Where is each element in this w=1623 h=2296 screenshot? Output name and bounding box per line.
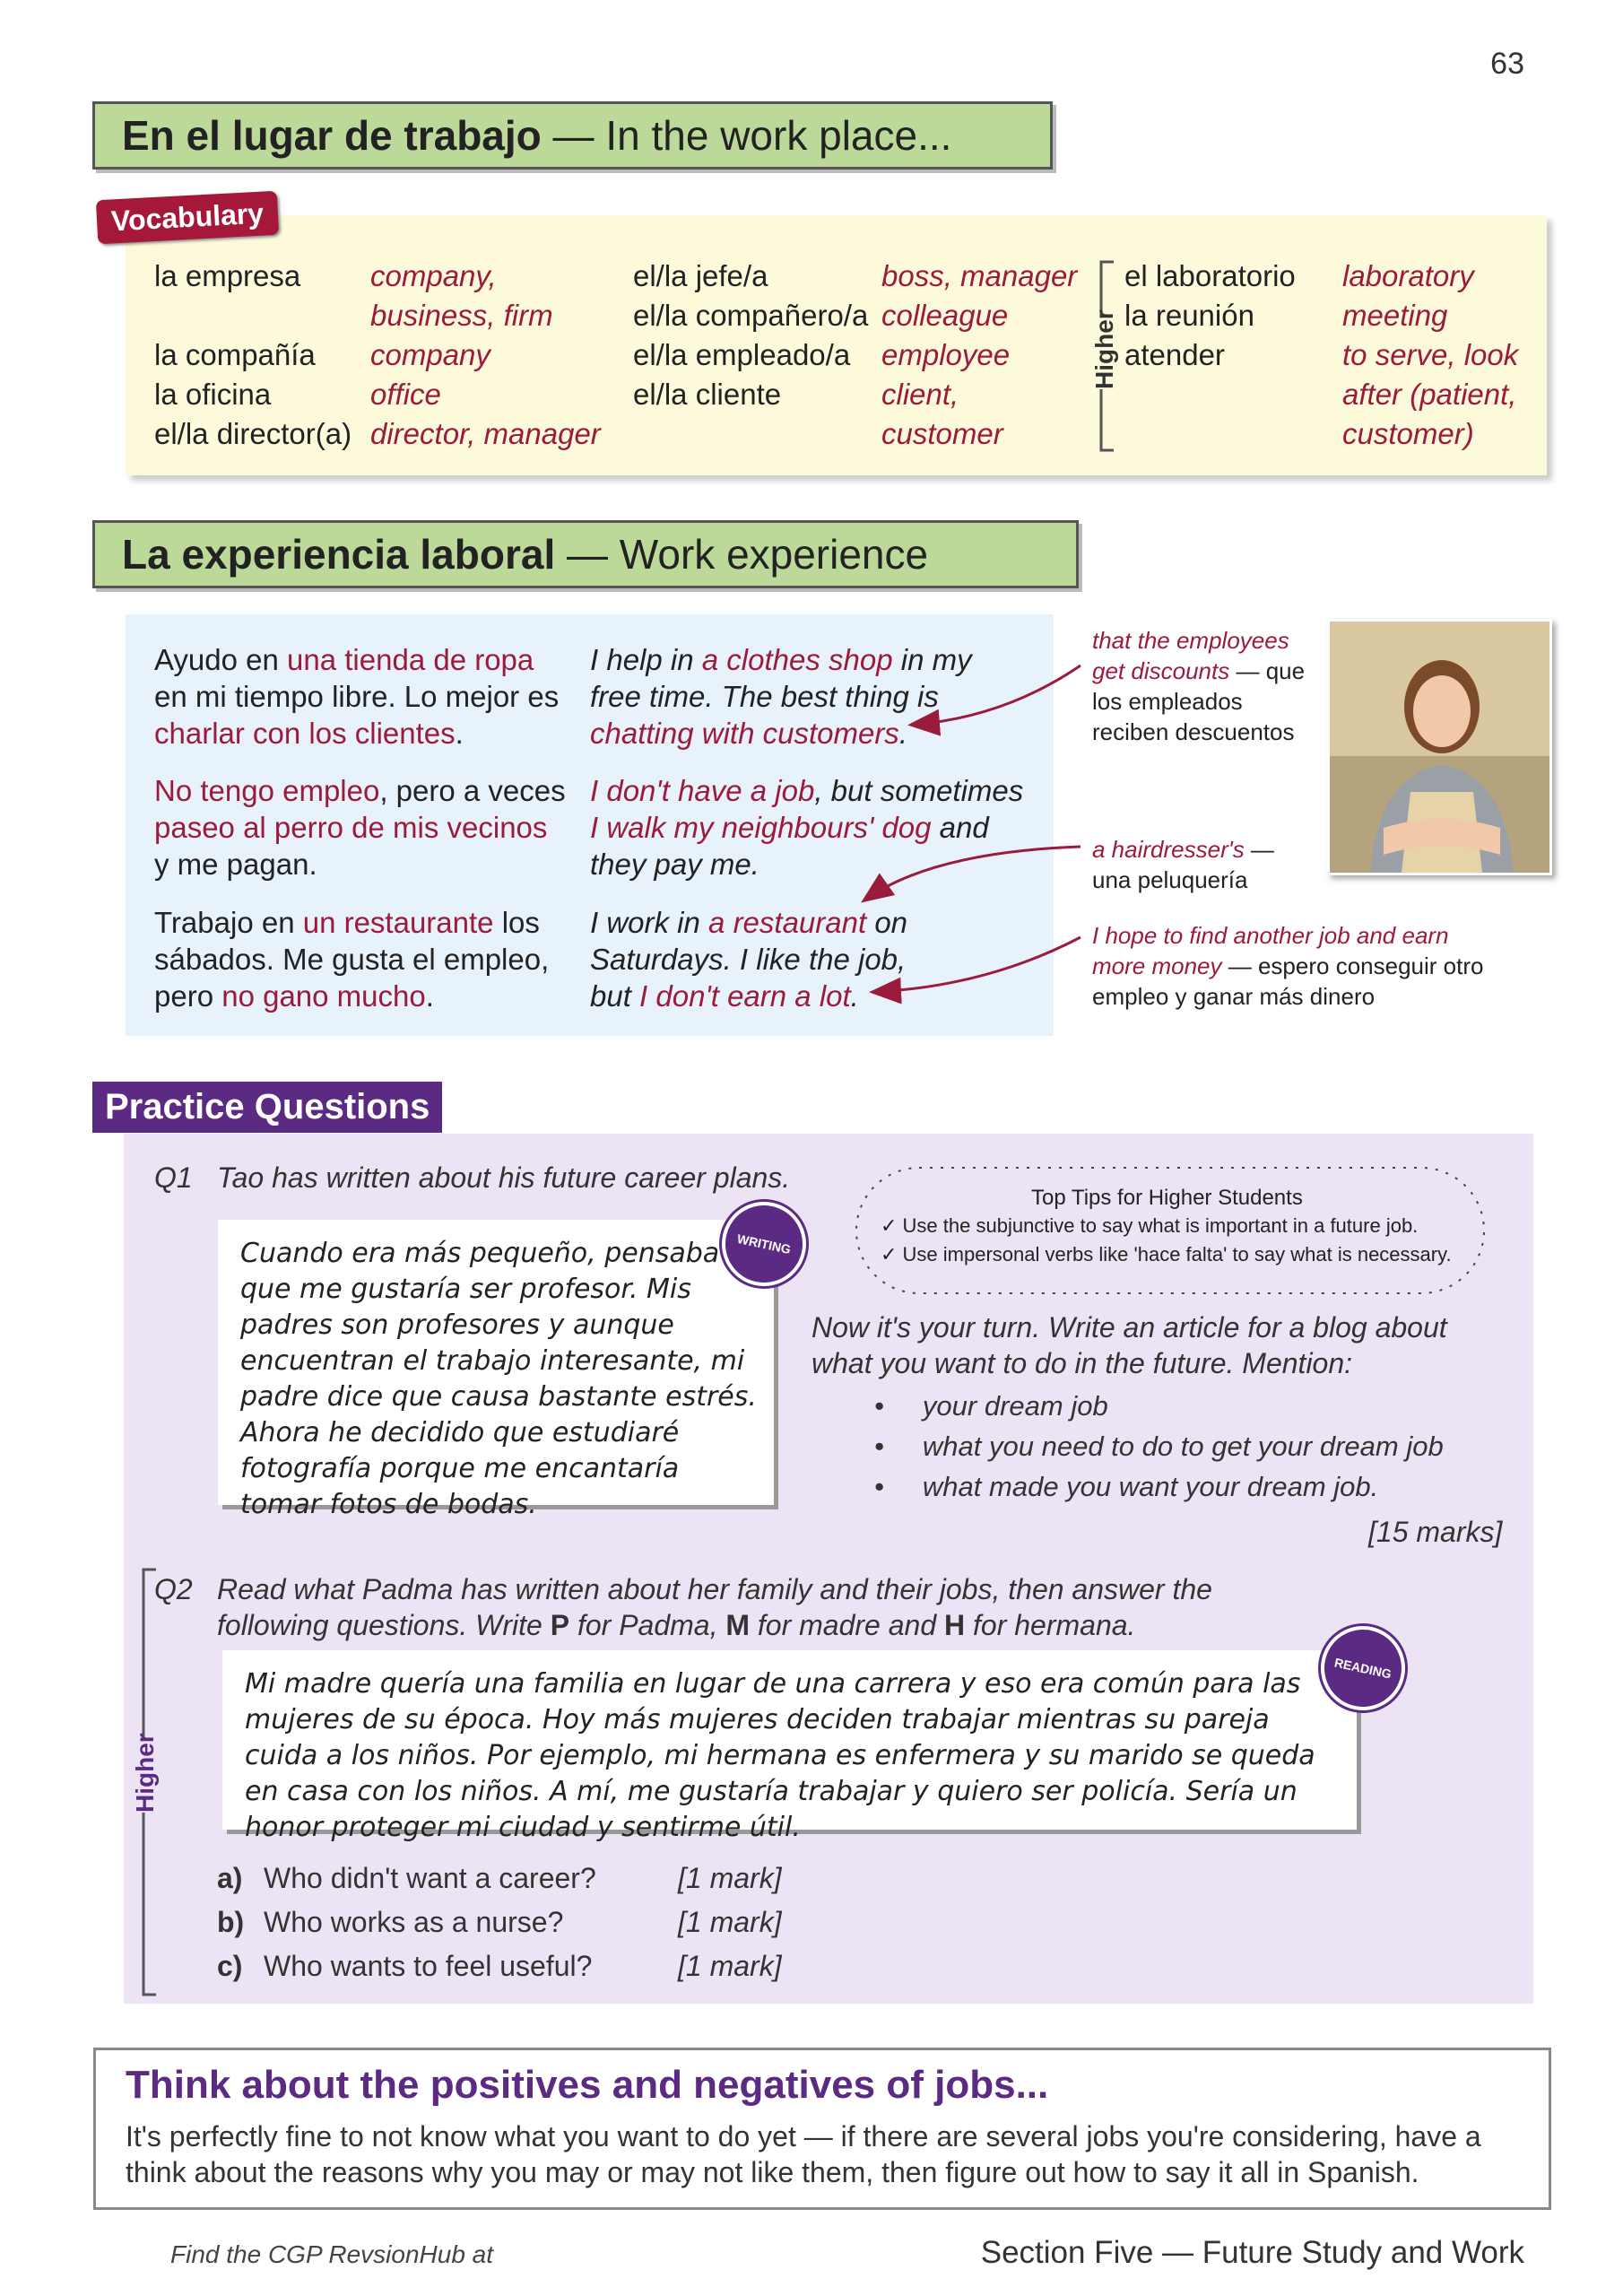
text: for Padma,	[569, 1609, 726, 1641]
text: Trabajo en	[154, 906, 303, 939]
footer-left: Find the CGP RevsionHub at	[170, 2240, 494, 2268]
bullet-text: what you need to do to get your dream job	[922, 1431, 1444, 1462]
bullet-item: • your dream job	[874, 1390, 1108, 1422]
text: , pero a veces	[379, 774, 566, 807]
highlight: no gano mucho	[221, 979, 426, 1013]
vocab-word: la empresa	[154, 259, 301, 292]
text: for hermana.	[965, 1609, 1136, 1641]
note-spanish: que los empleados reciben descuentos	[1092, 657, 1306, 745]
text: Read what Padma has written about her family and their jobs, then answer the following questions. Write	[217, 1573, 1212, 1641]
tip-1: ✓ Use the subjunctive to say what is important in a future job.	[881, 1214, 1419, 1237]
text: .	[898, 717, 907, 750]
text: y me pagan.	[154, 848, 317, 881]
text: on Saturdays. I like the job, but	[590, 906, 908, 1013]
highlight: paseo al perro de mis vecinos	[154, 811, 548, 844]
text: .	[455, 717, 464, 750]
section-title-bold: La experiencia laboral	[122, 531, 556, 578]
q2-intro	[217, 1571, 1257, 1643]
text: in my free time. The best thing is	[590, 643, 972, 713]
highlight: una tienda de ropa	[287, 643, 534, 676]
arrow-1	[913, 665, 1081, 725]
arrow-2	[865, 847, 1081, 900]
sub-question-marks: [1 mark]	[678, 1862, 782, 1894]
q1-task: Now it's your turn. Write an article for a blog about what you want to do in the future. Mention:	[812, 1311, 1447, 1379]
vocab-translation: after (patient,	[1342, 378, 1517, 411]
highlight: I walk my neighbours' dog	[590, 811, 932, 844]
vocab-translation: to serve, look	[1342, 338, 1519, 371]
reading-badge: READING	[1313, 1618, 1412, 1718]
highlight: a clothes shop	[701, 643, 893, 676]
bullet-item: • what you need to do to get your dream job	[874, 1431, 1444, 1462]
text: , but sometimes	[814, 774, 1024, 807]
vocab-translation: customer	[881, 417, 1003, 450]
text: en mi tiempo libre. Lo mejor es	[154, 680, 560, 713]
text: I work in	[590, 906, 709, 939]
vocab-word: la reunión	[1124, 299, 1254, 332]
highlight: a restaurant	[708, 906, 867, 939]
highlight: No tengo empleo	[154, 774, 380, 807]
vocab-word: el/la director(a)	[154, 417, 352, 450]
sub-question	[217, 1944, 782, 1988]
text: .	[425, 979, 434, 1013]
q2-number: Q2	[154, 1573, 193, 1605]
think-body: It's perfectly fine to not know what you want to do yet — if there are several jobs you're considering, have a think about the reasons why you may or may not like them, then figure out how to say it all in Spanish.	[126, 2120, 1481, 2188]
vocab-word: el/la empleado/a	[633, 338, 851, 371]
text: los sábados. Me gusta el empleo, pero	[154, 906, 550, 1013]
letter-m: M	[725, 1609, 751, 1641]
q1-bullets	[874, 1386, 1444, 1507]
sub-question-text: Who works as a nurse?	[264, 1906, 564, 1938]
arrow-3	[874, 937, 1081, 992]
highlight: charlar con los clientes	[154, 717, 456, 750]
note-english: a hairdresser's	[1092, 836, 1245, 863]
vocabulary-tag: Vocabulary	[96, 191, 279, 245]
person-illustration-icon	[1330, 622, 1549, 873]
vocab-word: el/la compañero/a	[633, 299, 869, 332]
dash: —	[1244, 836, 1274, 863]
bullet-text: what made you want your dream job.	[922, 1471, 1379, 1502]
section-title-rest: — In the work place...	[541, 112, 952, 159]
dash: —	[1229, 657, 1260, 684]
tip-2: ✓ Use impersonal verbs like 'hace falta' to say what is necessary.	[881, 1243, 1452, 1265]
text: Ayudo en	[154, 643, 288, 676]
sub-question	[217, 1900, 782, 1944]
note-spanish: una peluquería	[1092, 866, 1248, 893]
q2-passage: Mi madre quería una familia en lugar de una carrera y eso era común para las mujeres de su época. Hoy más mujeres deciden trabajar mientras su pareja cuida a los niños. Por ejemplo, mi hermana es enfermera y su marido se queda en casa con los niños. A mí, me gustaría trabajar y quiero ser policía. Sería un honor proteger mi ciudad y sentirme útil.	[245, 1668, 1315, 1843]
q2-sub-questions	[217, 1857, 782, 1988]
text: I help in	[590, 643, 702, 676]
q1-marks: [15 marks]	[1368, 1516, 1503, 1548]
sub-question	[217, 1857, 782, 1900]
vocab-translation: boss, manager	[881, 259, 1078, 292]
sub-question-text: Who wants to feel useful?	[264, 1950, 593, 1982]
annotation-arrows	[0, 0, 1623, 1076]
dash: —	[1221, 952, 1252, 979]
vocab-translation: meeting	[1342, 299, 1448, 332]
vocab-word: la oficina	[154, 378, 272, 411]
vocab-translation: colleague	[881, 299, 1009, 332]
vocab-translation: office	[370, 378, 441, 411]
higher-label-q2: Higher	[131, 1733, 159, 1813]
text: .	[850, 979, 859, 1013]
q1-passage: Cuando era más pequeño, pensaba que me gustaría ser profesor. Mis padres son profesores y aunque encuentran el trabajo interesante, mi padre dice que causa bastante estrés. Ahora he decidido que estudiaré fotografía porque me encantaría tomar fotos de bodas.	[240, 1238, 757, 1520]
text: for madre and	[750, 1609, 945, 1641]
bullet-text: your dream job	[922, 1390, 1108, 1422]
vocab-translation: business, firm	[370, 299, 553, 332]
vocab-translation: client,	[881, 378, 959, 411]
highlight: I don't earn a lot	[639, 979, 851, 1013]
vocab-translation: company	[370, 338, 490, 371]
sub-question-text: Who didn't want a career?	[264, 1862, 596, 1894]
page-number: 63	[1490, 47, 1524, 81]
note-spanish: espero conseguir otro empleo y ganar más dinero	[1092, 952, 1484, 1010]
sub-question-label: c)	[217, 1950, 243, 1982]
vocab-translation: director, manager	[370, 417, 601, 450]
q1-number: Q1	[154, 1161, 193, 1194]
sub-question-marks: [1 mark]	[678, 1950, 782, 1982]
highlight: chatting with customers	[590, 717, 899, 750]
section-title-rest: — Work experience	[555, 531, 929, 578]
writing-badge: WRITING	[714, 1194, 813, 1293]
think-title: Think about the positives and negatives of jobs...	[126, 2063, 1049, 2107]
vocab-word: el/la jefe/a	[633, 259, 768, 292]
q1-intro: Tao has written about his future career plans.	[217, 1161, 791, 1194]
highlight: I don't have a job	[590, 774, 815, 807]
note-english: I hope to find another job and earn more money	[1092, 922, 1449, 979]
bullet-item: • what made you want your dream job.	[874, 1471, 1379, 1502]
vocab-word: el/la cliente	[633, 378, 782, 411]
vocab-translation: customer)	[1342, 417, 1474, 450]
shop-worker-photo	[1327, 619, 1552, 875]
text: and they pay me.	[590, 811, 989, 881]
sub-question-label: a)	[217, 1862, 243, 1894]
vocab-word: atender	[1124, 338, 1225, 371]
highlight: un restaurante	[302, 906, 494, 939]
note-english: that the employees get discounts	[1092, 627, 1289, 684]
footer-right: Section Five — Future Study and Work	[980, 2235, 1524, 2270]
letter-h: H	[944, 1609, 966, 1641]
letter-p: P	[550, 1609, 570, 1641]
practice-questions-tag: Practice Questions	[92, 1082, 442, 1133]
vocab-translation: employee	[881, 338, 1011, 371]
section-title-bold: En el lugar de trabajo	[122, 112, 542, 159]
vocab-translation: company,	[370, 259, 497, 292]
sub-question-label: b)	[217, 1906, 245, 1938]
vocab-word: el laboratorio	[1124, 259, 1296, 292]
sub-question-marks: [1 mark]	[678, 1906, 782, 1938]
vocab-translation: laboratory	[1342, 259, 1474, 292]
top-tips-title: Top Tips for Higher Students	[1031, 1186, 1303, 1210]
higher-label-vocab: Higher	[1090, 309, 1118, 389]
vocab-word: la compañía	[154, 338, 316, 371]
